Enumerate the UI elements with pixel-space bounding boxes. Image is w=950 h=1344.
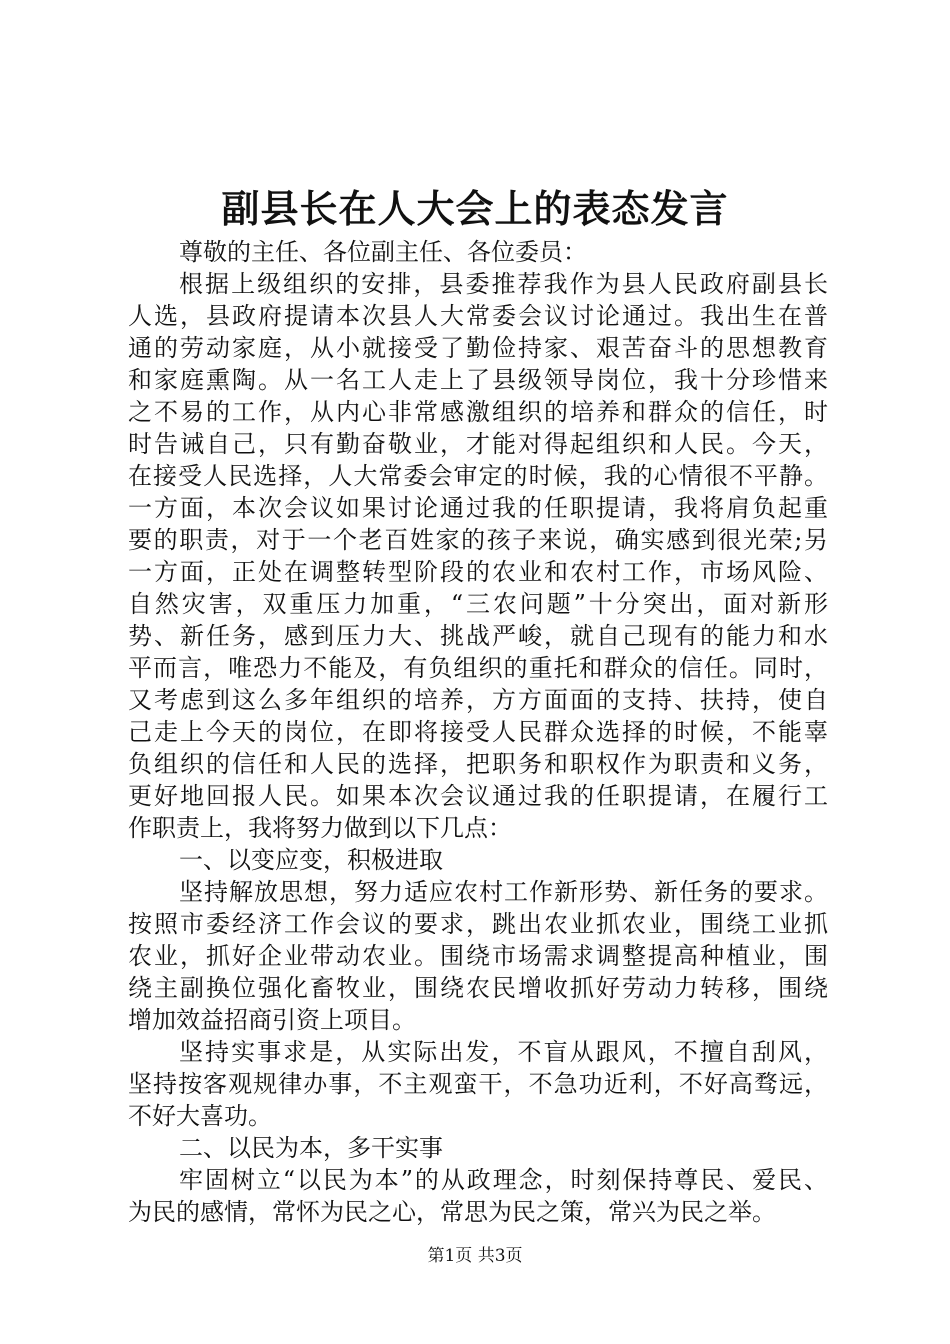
paragraph-line: 按照市委经济工作会议的要求，跳出农业抓农业，围绕工业抓 (128, 910, 828, 938)
paragraph-line: 牢固树立“以民为本”的从政理念，时刻保持尊民、爱民、 (179, 1166, 828, 1194)
paragraph-line: 不好大喜功。 (128, 1102, 272, 1130)
paragraph-line: 己走上今天的岗位，在即将接受人民群众选择的时候，不能辜 (128, 718, 828, 746)
paragraph-line: 坚持解放思想，努力适应农村工作新形势、新任务的要求。 (179, 878, 828, 906)
document-title: 副县长在人大会上的表态发言 (221, 186, 729, 231)
paragraph (128, 844, 828, 876)
paragraph (128, 236, 828, 268)
paragraph-line: 农业，抓好企业带动农业。围绕市场需求调整提高种植业，围 (128, 942, 828, 970)
paragraph-line: 坚持按客观规律办事，不主观蛮干，不急功近利，不好高骛远， (128, 1070, 828, 1098)
paragraph-line: 之不易的工作，从内心非常感激组织的培养和群众的信任，时 (128, 398, 828, 426)
paragraph-line: 通的劳动家庭，从小就接受了勤俭持家、艰苦奋斗的思想教育 (128, 334, 828, 362)
paragraph (128, 1132, 828, 1164)
paragraph-line: 要的职责，对于一个老百姓家的孩子来说，确实感到很光荣;另 (128, 526, 828, 554)
paragraph-line: 为民的感情，常怀为民之心，常思为民之策，常兴为民之举。 (128, 1198, 776, 1226)
paragraph-line: 更好地回报人民。如果本次会议通过我的任职提请，在履行工 (128, 782, 828, 810)
paragraph-line: 负组织的信任和人民的选择，把职务和职权作为职责和义务， (128, 750, 828, 778)
paragraph-line: 绕主副换位强化畜牧业，围绕农民增收抓好劳动力转移，围绕 (128, 974, 828, 1002)
paragraph-line: 增加效益招商引资上项目。 (128, 1006, 416, 1034)
paragraph-line: 势、新任务，感到压力大、挑战严峻，就自己现有的能力和水 (128, 622, 828, 650)
paragraph-line: 和家庭熏陶。从一名工人走上了县级领导岗位，我十分珍惜来 (128, 366, 828, 394)
paragraph-line: 时告诫自己，只有勤奋敬业，才能对得起组织和人民。今天， (128, 430, 828, 458)
page-footer: 第1页 共3页 (427, 1246, 523, 1266)
paragraph-line: 平而言，唯恐力不能及，有负组织的重托和群众的信任。同时， (128, 654, 828, 682)
paragraph-line: 又考虑到这么多年组织的培养，方方面面的支持、扶持，使自 (128, 686, 828, 714)
document-body (128, 236, 828, 1228)
paragraph-line: 一方面，本次会议如果讨论通过我的任职提请，我将肩负起重 (128, 494, 828, 522)
paragraph-line: 作职责上，我将努力做到以下几点： (128, 814, 512, 842)
paragraph (128, 1164, 828, 1228)
paragraph-line: 一方面，正处在调整转型阶段的农业和农村工作，市场风险、 (128, 558, 828, 586)
paragraph (128, 268, 828, 844)
paragraph-line: 根据上级组织的安排，县委推荐我作为县人民政府副县长 (179, 270, 828, 298)
paragraph (128, 876, 828, 1036)
paragraph-line: 在接受人民选择，人大常委会审定的时候，我的心情很不平静。 (128, 462, 828, 490)
paragraph-line: 自然灾害，双重压力加重，“三农问题”十分突出，面对新形 (128, 590, 828, 618)
paragraph-line: 二、以民为本，多干实事 (179, 1134, 443, 1162)
paragraph-line: 坚持实事求是，从实际出发，不盲从跟风，不擅自刮风， (179, 1038, 828, 1066)
paragraph-line: 尊敬的主任、各位副主任、各位委员： (179, 238, 587, 266)
paragraph-line: 一、以变应变，积极进取 (179, 846, 443, 874)
paragraph-line: 人选，县政府提请本次县人大常委会议讨论通过。我出生在普 (128, 302, 828, 330)
paragraph (128, 1036, 828, 1132)
